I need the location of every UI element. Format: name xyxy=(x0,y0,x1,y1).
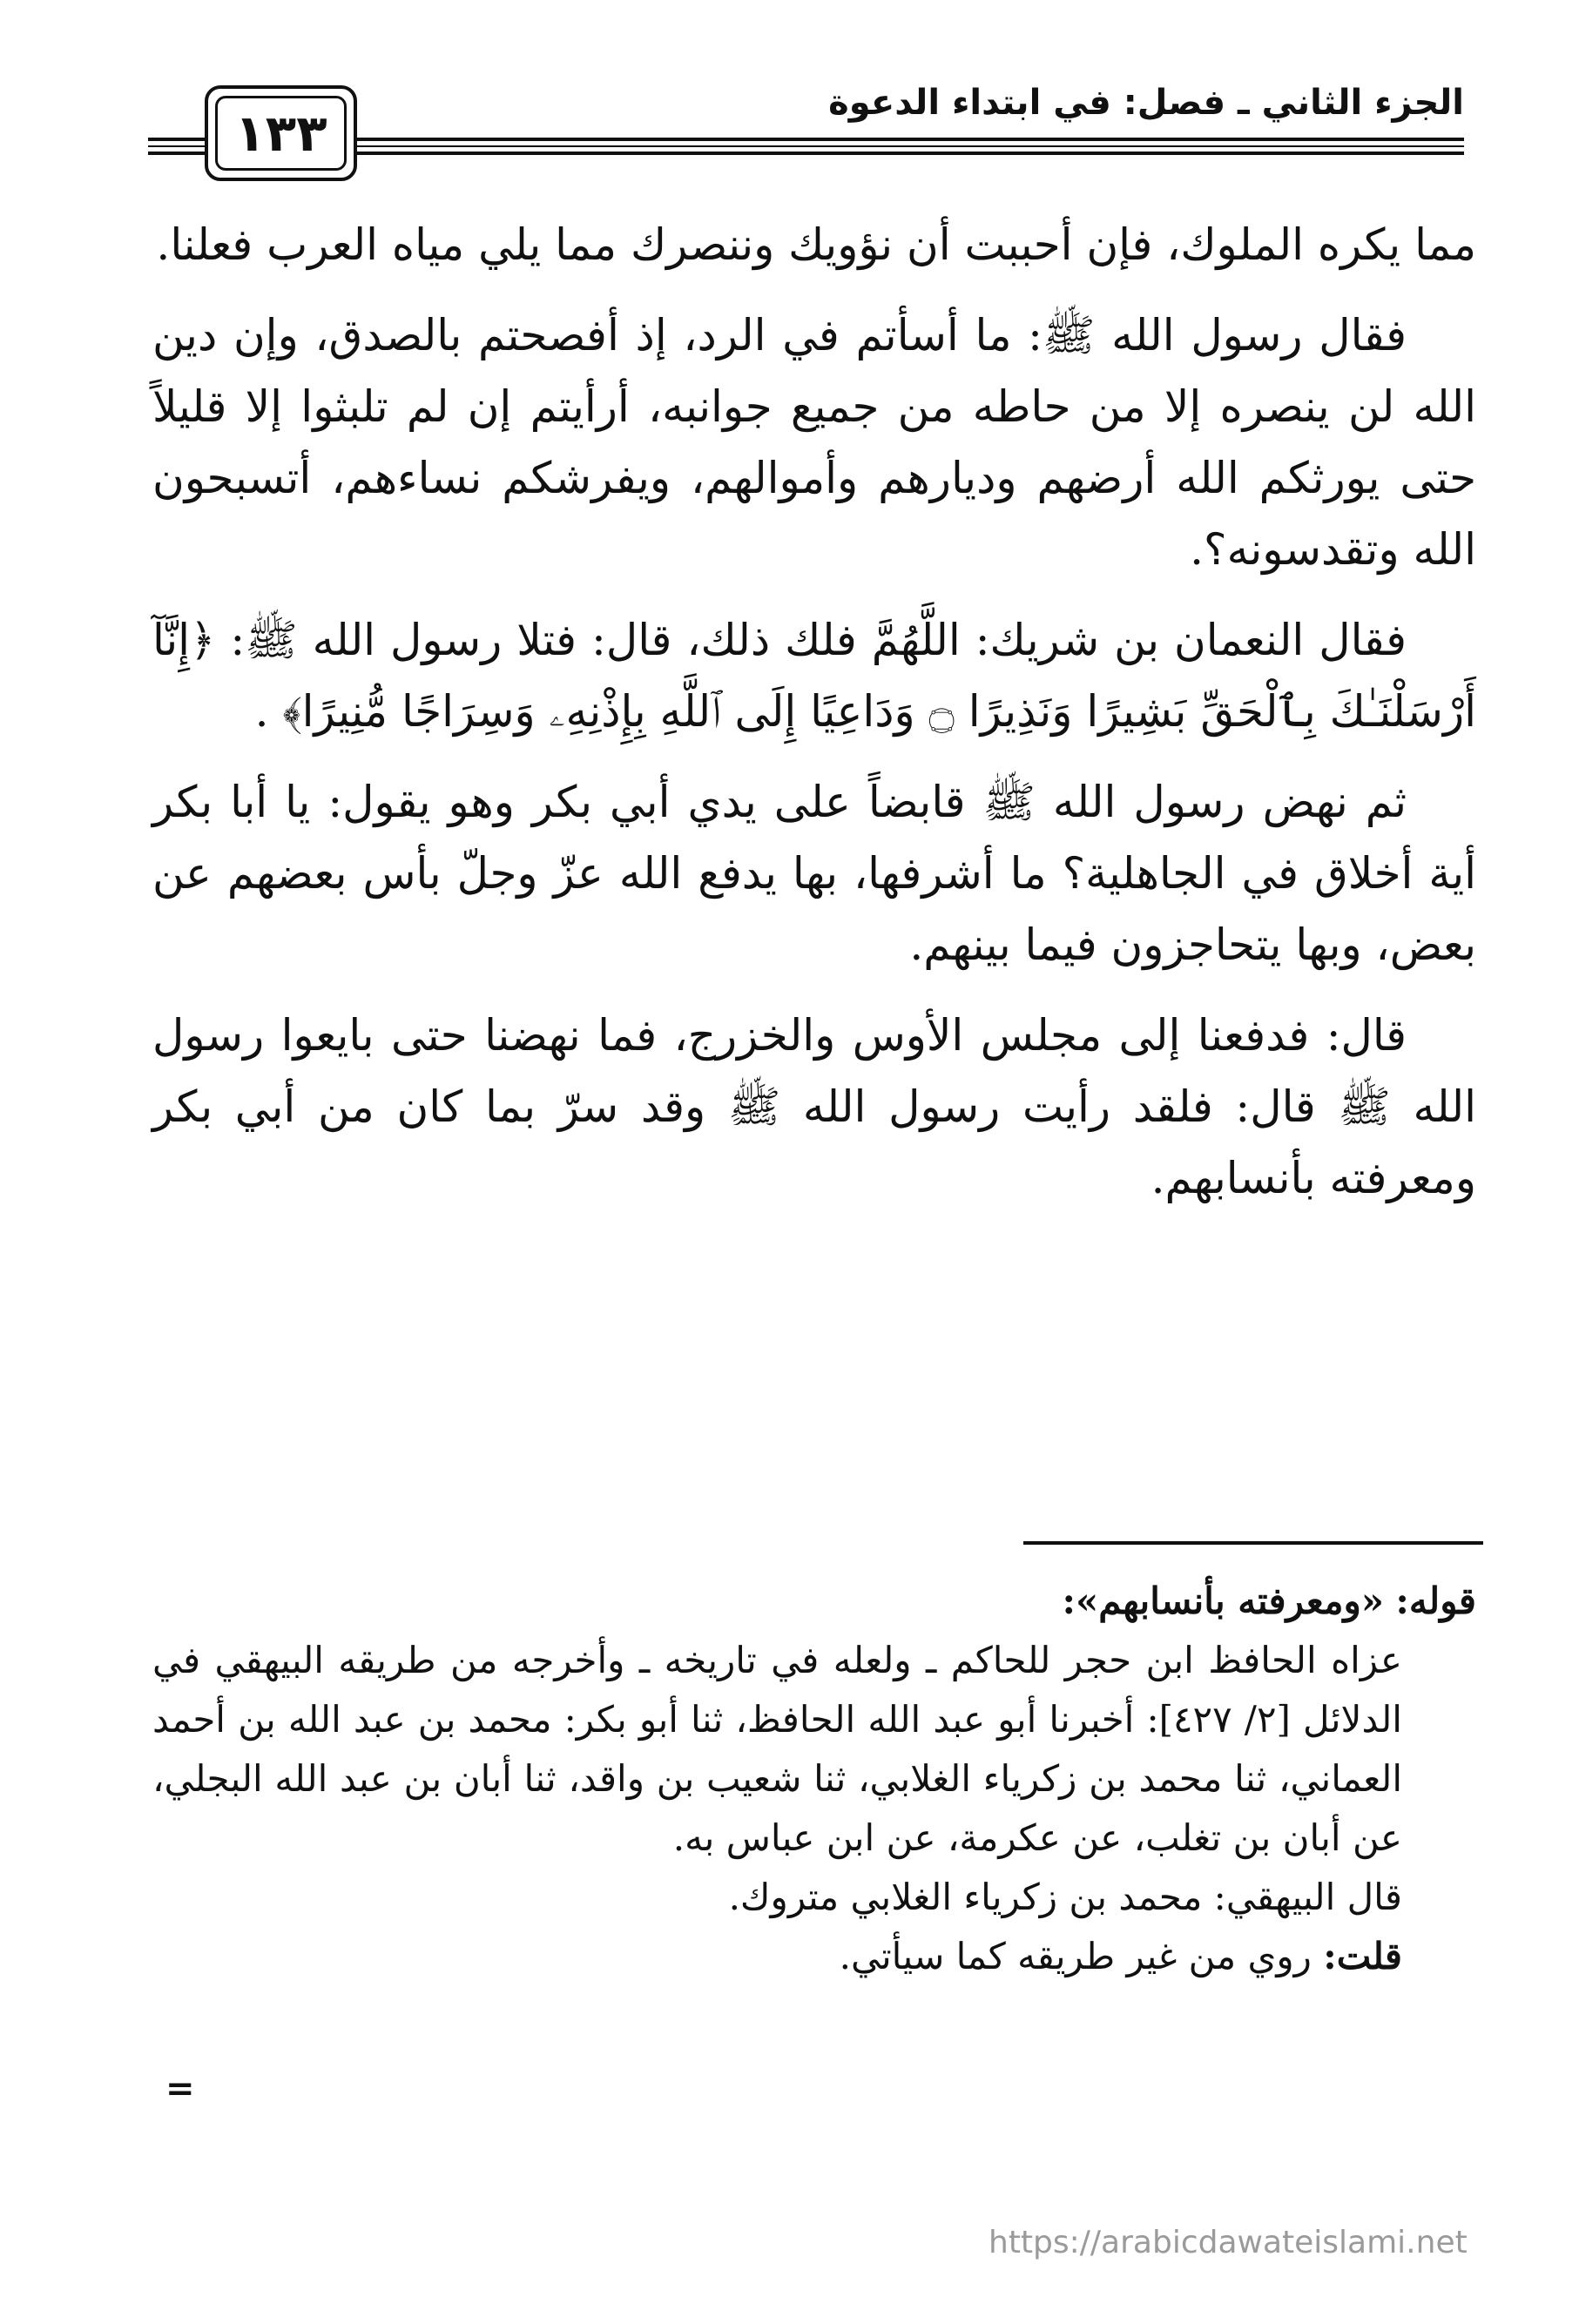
footnote-3-text: روي من غير طريقه كما سيأتي. xyxy=(839,1935,1312,1977)
continuation-mark: = xyxy=(165,2068,195,2109)
paragraph-5: قال: فدفعنا إلى مجلس الأوس والخزرج، فما نهضنا حتى بايعوا رسول الله ﷺ قال: فلقد رأيت رسول الله ﷺ وقد سرّ بما كان من أبي بكر ومعرفته بأنسابهم. xyxy=(152,1010,1476,1203)
paragraph-3-end: . xyxy=(254,686,269,737)
footnote-1: عزاه الحافظ ابن حجر للحاكم ـ ولعله في تاريخه ـ وأخرجه من طريقه البيهقي في الدلائل [٢/ ٤٢٧]: أخبرنا أبو عبد الله الحافظ، ثنا أبو بكر: محمد بن عبد الله بن أحمد العماني، ثنا محمد بن زكرياء الغلابي، ثنا شعيب بن واقد، ثنا أبان بن عبد الله البجلي، عن أبان بن تغلب، عن عكرمة، عن ابن عباس به. xyxy=(152,1639,1402,1859)
page-number: ١٣٣ xyxy=(215,96,347,171)
footnote-separator xyxy=(1023,1541,1483,1545)
quran-verse: ﴿إِنَّآ أَرْسَلْنَـٰكَ بِٱلْحَقِّ بَشِيرًا وَنَذِيرًا ۝ وَدَاعِيًا إِلَى ٱللَّهِ بِإِذْنِهِۦ وَسِرَاجًا مُّنِيرًا﴾ xyxy=(152,615,1476,737)
watermark-url: https://arabicdawateislami.net xyxy=(989,2225,1468,2260)
footnote-lead-quote: «ومعرفته بأنسابهم»: xyxy=(1062,1580,1385,1622)
footnotes xyxy=(152,1572,1476,1986)
page-number-frame xyxy=(205,85,357,181)
footnote-3-label: قلت: xyxy=(1323,1935,1402,1977)
footnote-3 xyxy=(152,1927,1476,1986)
footnote-lead-label: قوله: xyxy=(1395,1580,1476,1622)
main-text xyxy=(152,209,1476,1233)
paragraph-3 xyxy=(152,604,1476,747)
footnote-heading xyxy=(152,1572,1476,1631)
paragraph-1: مما يكره الملوك، فإن أحببت أن نؤويك وننصرك مما يلي مياه العرب فعلنا. xyxy=(156,219,1476,270)
paragraph-4: ثم نهض رسول الله ﷺ قابضاً على يدي أبي بكر وهو يقول: يا أبا بكر أية أخلاق في الجاهلية؟ ما أشرفها، بها يدفع الله عزّ وجلّ بأس بعضهم عن بعض، وبها يتحاجزون فيما بينهم. xyxy=(152,777,1476,970)
footnote-2: قال البيهقي: محمد بن زكرياء الغلابي متروك. xyxy=(728,1876,1402,1918)
paragraph-2: فقال رسول الله ﷺ: ما أسأتم في الرد، إذ أفصحتم بالصدق، وإن دين الله لن ينصره إلا من حاطه من جميع جوانبه، أرأيتم إن لم تلبثوا إلا قليلاً حتى يورثكم الله أرضهم وديارهم وأموالهم، ويفرشكم نساءهم، أتسبحون الله وتقدسونه؟. xyxy=(152,310,1476,575)
paragraph-3-text: فقال النعمان بن شريك: اللَّهُمَّ فلك ذلك، قال: فتلا رسول الله ﷺ: xyxy=(230,615,1407,665)
running-title: الجزء الثاني ـ فصل: في ابتداء الدعوة xyxy=(828,83,1464,123)
